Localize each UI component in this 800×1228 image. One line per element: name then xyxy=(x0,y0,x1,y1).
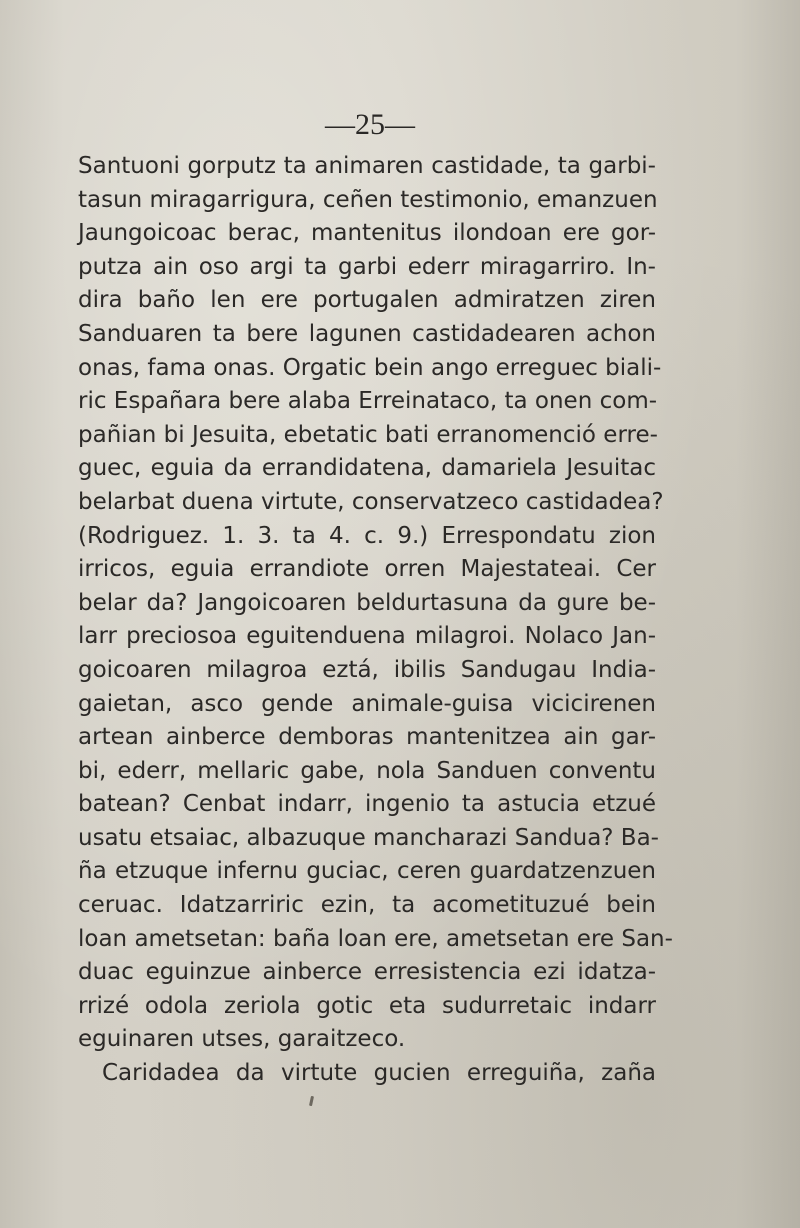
text-line: dira baño len ere portugalen admiratzen ziren xyxy=(78,287,656,314)
text-line: (Rodriguez. 1. 3. ta 4. c. 9.) Errespondatu zion xyxy=(78,522,656,549)
text-line: ceruac. Idatzarriric ezin, ta acometituzué bein xyxy=(78,892,656,919)
text-line: Santuoni gorputz ta animaren castidade, ta garbi- xyxy=(78,153,656,179)
text-line: ric Españara bere alaba Erreinataco, ta onen com- xyxy=(78,388,658,415)
text-line: Sanduaren ta bere lagunen castidadearen achon xyxy=(78,320,656,347)
text-line: batean? Cenbat indarr, ingenio ta astucia etzué xyxy=(78,791,656,818)
text-line: Caridadea da virtute gucien erreguiña, zaña xyxy=(102,1060,656,1087)
text-line: onas, fama onas. Orgatic bein ango erreguec biali- xyxy=(78,354,662,381)
text-line: guec, eguia da errandidatena, damariela Jesuitac xyxy=(78,455,656,482)
text-line: irricos, eguia errandiote orren Majestateai. Cer xyxy=(78,556,656,583)
text-line: duac eguinzue ainberce erresistencia ezi idatza- xyxy=(78,959,656,986)
text-line: bi, ederr, mellaric gabe, nola Sanduen conventu xyxy=(78,757,656,784)
text-line: loan ametsetan: baña loan ere, ametsetan ere San- xyxy=(78,925,673,952)
text-line: belar da? Jangoicoaren beldurtasuna da gure be- xyxy=(78,589,656,616)
text-line: artean ainberce demboras mantenitzea ain gar- xyxy=(78,724,656,751)
text-line: eguinaren utses, garaitzeco. xyxy=(78,1026,406,1053)
text-line: gaietan, asco gende animale-guisa vicicirenen xyxy=(78,690,656,717)
text-line: tasun miragarrigura, ceñen testimonio, emanzuen xyxy=(78,186,658,213)
text-line: goicoaren milagroa eztá, ibilis Sandugau India- xyxy=(78,656,656,683)
text-line: usatu etsaiac, albazuque mancharazi Sandua? Ba- xyxy=(78,824,659,851)
ink-mark xyxy=(309,1096,314,1106)
text-line: belarbat duena virtute, conservatzeco castidadea? xyxy=(78,488,664,515)
text-line: pañian bi Jesuita, ebetatic bati erranomenció erre- xyxy=(78,421,658,448)
body-text xyxy=(78,150,673,1091)
page-number: —25— xyxy=(325,108,415,141)
text-line: ña etzuque infernu guciac, ceren guardatzenzuen xyxy=(78,858,656,885)
text-line: putza ain oso argi ta garbi ederr miragarriro. In- xyxy=(78,253,656,280)
text-line: larr preciosoa eguitenduena milagroi. Nolaco Jan- xyxy=(78,623,656,650)
text-line: Jaungoicoac berac, mantenitus ilondoan ere gor- xyxy=(78,220,656,247)
text-line: rrizé odola zeriola gotic eta sudurretaic indarr xyxy=(78,992,656,1019)
